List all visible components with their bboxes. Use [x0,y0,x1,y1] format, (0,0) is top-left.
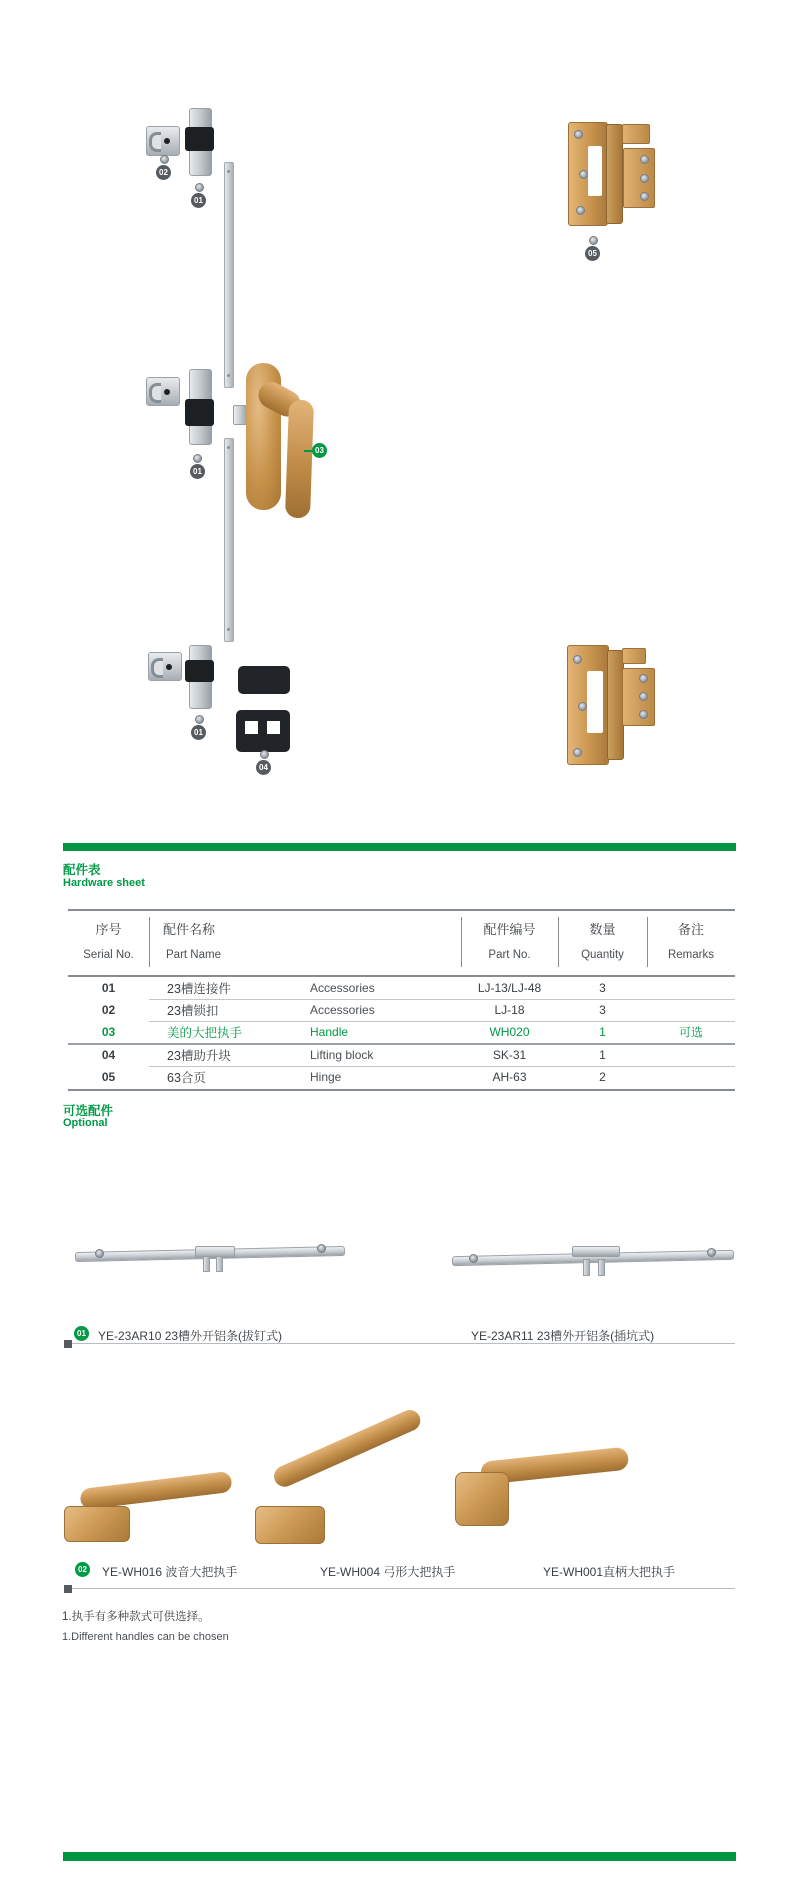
cell-remark: 可选 [678,1025,703,1040]
col-header-remarks-cn: 备注 [677,922,704,937]
aluminium-strip-left-image [75,1240,347,1284]
rod-hole [227,446,230,449]
strip-prong [583,1259,590,1276]
cell-part-no: AH-63 [492,1070,527,1084]
hinge-top-knuckle [606,124,623,224]
screw-icon [260,750,269,759]
cell-serial: 02 [101,1003,116,1017]
lifting-block-cover [238,666,290,694]
cell-name-cn: 23槽助升块 [167,1049,231,1063]
strip-plate [572,1246,620,1257]
table-row [68,977,735,999]
hardware-sheet-title-cn: 配件表 [63,863,101,877]
screw-icon [640,155,649,164]
screw-icon [573,655,582,664]
cell-serial: 03 [101,1025,116,1039]
handle-lever [79,1471,232,1510]
handle-ye-wh004-image [243,1422,433,1544]
part-badge-05: 05 [585,246,600,261]
column-divider [149,917,150,967]
hinge-bottom-tab [622,648,646,664]
screw-icon [95,1249,104,1258]
cell-name-en: Hinge [310,1070,342,1084]
cell-name-cn: 23槽锁扣 [167,1004,219,1018]
screw-icon [578,702,587,711]
cell-part-no: LJ-18 [494,1003,525,1017]
aluminium-rod-lower [224,438,234,642]
part-badge-01: 01 [190,464,205,479]
section-divider-bar-top [63,843,736,851]
part-badge-04: 04 [256,760,271,775]
hardware-sheet-title-en: Hardware sheet [63,877,145,889]
divider-square [64,1340,72,1348]
handle-label-1: YE-WH016 波音大把执手 [102,1565,238,1579]
part-badge-02: 02 [156,165,171,180]
cell-qty: 1 [599,1048,606,1062]
lifting-block-body [236,710,290,752]
hardware-table-header [68,911,735,977]
col-header-name-cn: 配件名称 [163,922,216,937]
screw-icon [574,130,583,139]
connector-clamp-bottom [148,652,182,681]
hinge-top-flange [623,148,655,208]
screw-icon [640,174,649,183]
strip-prong [598,1259,605,1276]
note-cn: 1.执手有多种款式可供选择。 [62,1611,210,1623]
table-row [68,1044,735,1066]
table-row-highlighted [68,1021,735,1043]
col-header-remarks-en: Remarks [667,949,714,961]
screw-icon [576,206,585,215]
screw-icon [195,183,204,192]
screw-icon [573,748,582,757]
cell-part-no: LJ-13/LJ-48 [477,981,542,995]
optional-title-cn: 可选配件 [63,1104,114,1118]
cell-name-en: Lifting block [310,1048,374,1062]
hardware-table-body [68,977,735,1089]
handle-ye-wh001-image [443,1432,633,1542]
cell-part-no: WH020 [489,1025,530,1039]
cell-part-no: SK-31 [492,1048,527,1062]
cell-name-cn: 23槽连接件 [167,982,231,996]
strip-prong [203,1256,210,1272]
col-header-serial-en: Serial No. [83,949,134,961]
col-header-qty-en: Quantity [581,949,624,961]
strip-left-label: YE-23AR10 23槽外开铝条(拔钉式) [98,1329,283,1343]
hinge-bottom-window [587,671,603,733]
screw-icon [193,454,202,463]
table-row [68,1066,735,1088]
handle-ye-wh016-image [62,1448,237,1544]
optional-group1-badge: 01 [74,1326,89,1341]
handle-base [255,1506,325,1544]
handle-label-3: YE-WH001直柄大把执手 [543,1565,676,1579]
note-en: 1.Different handles can be chosen [62,1631,229,1643]
cell-serial: 04 [101,1048,116,1062]
rod-hole [227,374,230,377]
rod-hole [227,628,230,631]
cell-name-en: Accessories [310,981,375,995]
col-header-partno-cn: 配件编号 [483,922,536,937]
optional-title-en: Optional [63,1117,108,1129]
divider-line [72,1588,735,1589]
cell-name-en: Accessories [310,1003,375,1017]
window-handle-grip [285,400,314,519]
strip-right-label: YE-23AR11 23槽外开铝条(插坑式) [471,1329,655,1343]
aluminium-rod-upper [224,162,234,388]
divider-line [72,1343,735,1344]
screw-icon [317,1244,326,1253]
col-header-serial-cn: 序号 [95,922,122,937]
cell-qty: 2 [599,1070,606,1084]
aluminium-strip-right-image [452,1244,736,1288]
handle-lever [271,1407,424,1490]
handle-base [455,1472,509,1526]
handle-label-2: YE-WH004 弓形大把执手 [320,1565,456,1579]
exploded-diagram [0,0,800,840]
screw-icon [579,170,588,179]
hardware-table [68,909,735,1091]
handle-base [64,1506,130,1542]
cell-name-cn: 63合页 [167,1071,206,1085]
cell-name-en: Handle [310,1025,349,1039]
part-badge-01: 01 [191,193,206,208]
rod-hole [227,170,230,173]
screw-icon [195,715,204,724]
cell-serial: 01 [101,981,116,995]
keeper-clip-middle [185,399,214,426]
cell-qty: 3 [599,981,606,995]
screw-icon [639,674,648,683]
part-badge-01: 01 [191,725,206,740]
divider-square [64,1585,72,1593]
col-header-name-en: Part Name [166,949,221,961]
strip-prong [216,1256,223,1272]
screw-icon [640,192,649,201]
connector-clamp-top [146,126,180,156]
screw-icon [589,236,598,245]
screw-icon [469,1254,478,1263]
table-row [68,999,735,1021]
cell-qty: 1 [599,1025,606,1039]
section-divider-bar-bottom [63,1852,736,1861]
cell-serial: 05 [101,1070,116,1084]
screw-icon [639,692,648,701]
optional-group2-badge: 02 [75,1562,90,1577]
cell-qty: 3 [599,1003,606,1017]
strip-latch [195,1246,235,1258]
hinge-top-tab [622,124,650,144]
part-badge-03: 03 [312,443,327,458]
screw-icon [160,155,169,164]
cell-name-cn: 美的大把执手 [167,1026,243,1040]
screw-icon [707,1248,716,1257]
col-header-partno-en: Part No. [488,949,531,961]
connector-clamp-middle [146,377,180,406]
keeper-clip-top [185,127,214,151]
screw-icon [639,710,648,719]
keeper-clip-bottom [185,660,214,682]
col-header-qty-cn: 数量 [589,922,616,937]
hinge-top-window [588,146,602,196]
